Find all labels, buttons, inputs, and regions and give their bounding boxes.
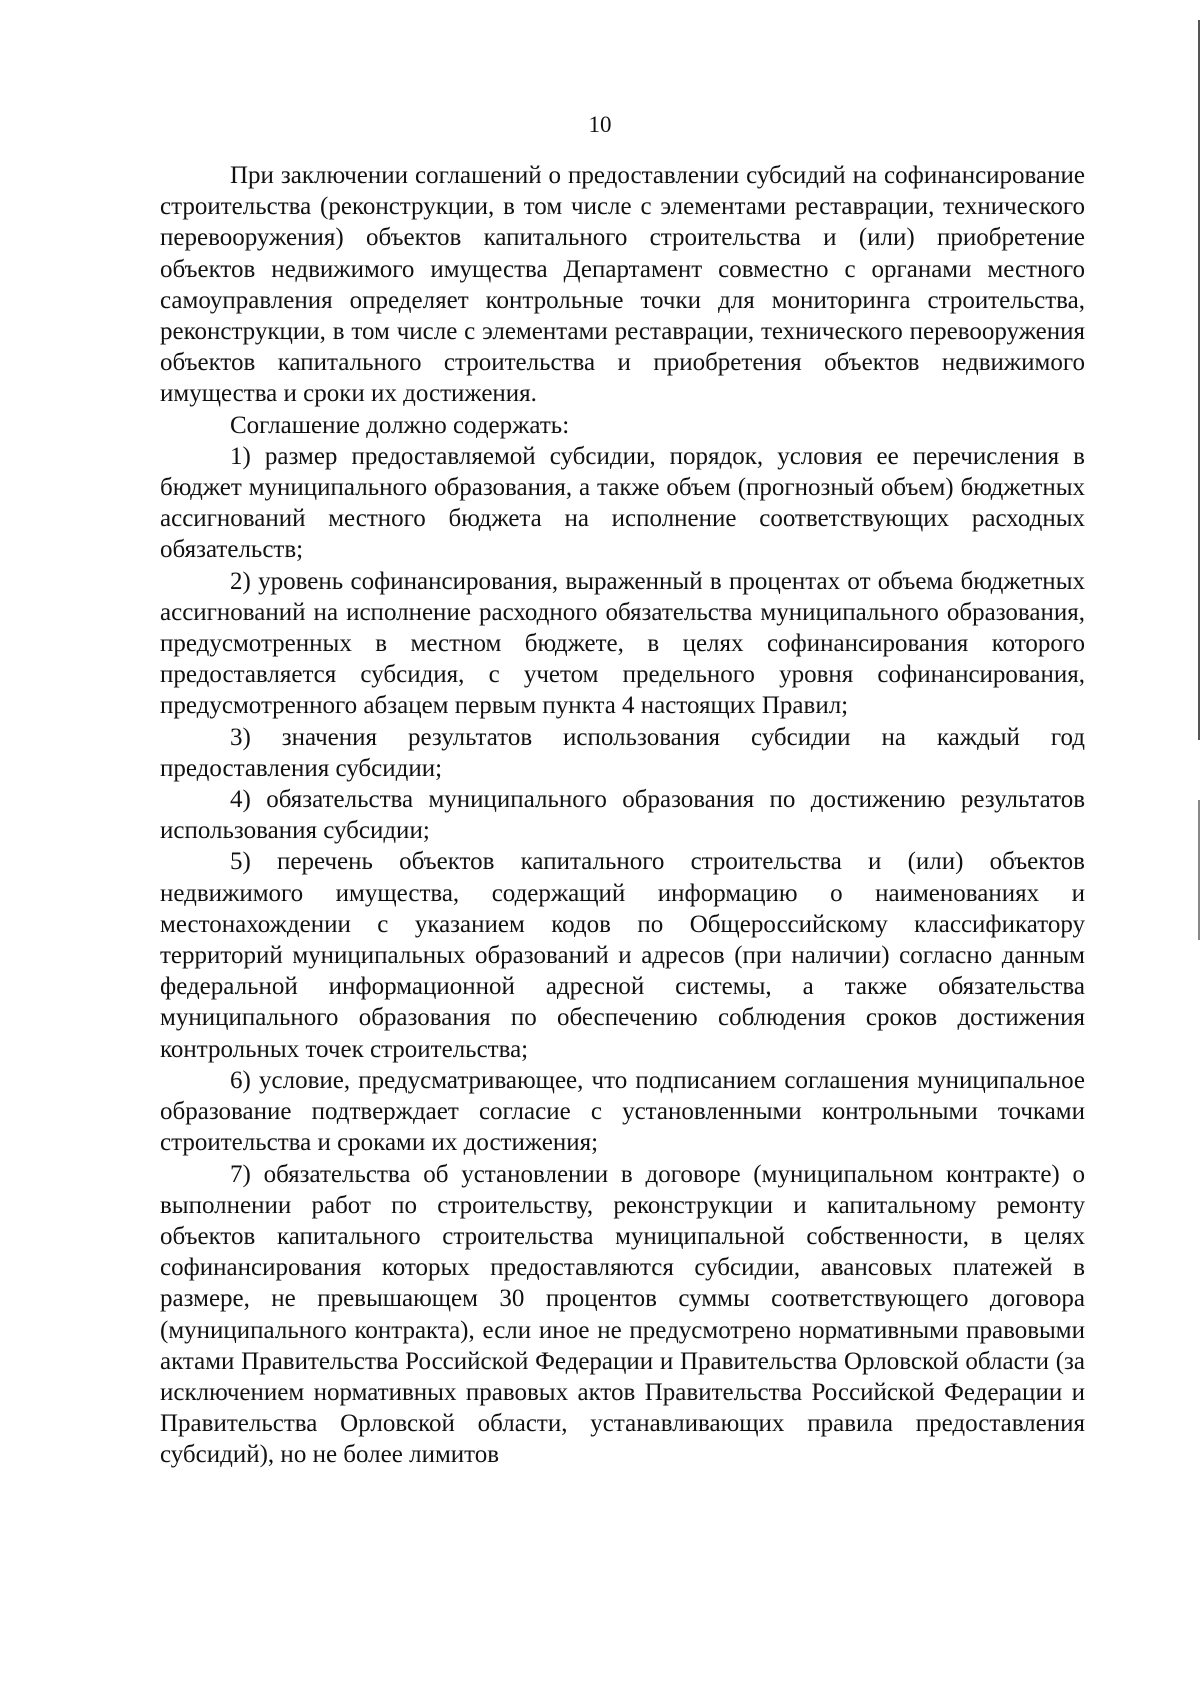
page-number: 10 (588, 112, 612, 137)
list-item-2: 2) уровень софинансирования, выраженный в процентах от объема бюджетных ассигнований на исполнение расходного обязательства муниципального образования, предусмотренных в местном бюджете, в целях софинансирования которого предоставляется субсидия, с учетом предельного уровня софинансирования, предусмотренного абзацем первым пункта 4 настоящих Правил; (160, 567, 1085, 720)
list-item-1: 1) размер предоставляемой субсидии, порядок, условия ее перечисления в бюджет муниципального образования, а также объем (прогнозный объем) бюджетных ассигнований местного бюджета на исполнение соответствующих расходных обязательств; (160, 442, 1085, 564)
paragraph-intro: При заключении соглашений о предоставлении субсидий на софинансирование строительства (реконструкции, в том числе с элементами реставрации, технического перевооружения) объектов капитального строительства и (или) приобретение объектов недвижимого имущества Департамент совместно с органами местного самоуправления определяет контрольные точки для мониторинга строительства, реконструкции, в том числе с элементами реставрации, технического перевооружения объектов капитального строительства и приобретения объектов недвижимого имущества и сроки их достижения. (160, 162, 1085, 408)
document-body (160, 160, 1085, 1471)
list-item-5: 5) перечень объектов капитального строительства и (или) объектов недвижимого имущества, содержащий информацию о наименованиях и местонахождении с указанием кодов по Общероссийскому классификатору территорий муниципальных образований и адресов (при наличии) согласно данным федеральной информационной адресной системы, а также обязательства муниципального образования по обеспечению соблюдения сроков достижения контрольных точек строительства; (160, 848, 1085, 1063)
paragraph-agreement-heading: Соглашение должно содержать: (230, 411, 570, 439)
list-item-7: 7) обязательства об установлении в договоре (муниципальном контракте) о выполнении работ по строительству, реконструкции и капитальному ремонту объектов капитального строительства муниципальной собственности, в целях софинансирования которых предоставляются субсидии, авансовых платежей в размере, не превышающем 30 процентов суммы соответствующего договора (муниципального контракта), если иное не предусмотрено нормативными правовыми актами Правительства Российской Федерации и Правительства Орловской области (за исключением нормативных правовых актов Правительства Российской Федерации и Правительства Орловской области, устанавливающих правила предоставления субсидий), но не более лимитов (160, 1160, 1085, 1469)
list-item-6: 6) условие, предусматривающее, что подписанием соглашения муниципальное образование подтверждает согласие с установленными контрольными точками строительства и сроками их достижения; (160, 1066, 1085, 1157)
list-item-4: 4) обязательства муниципального образования по достижению результатов использования субсидии; (160, 786, 1085, 845)
list-item-3: 3) значения результатов использования субсидии на каждый год предоставления субсидии; (160, 723, 1085, 782)
